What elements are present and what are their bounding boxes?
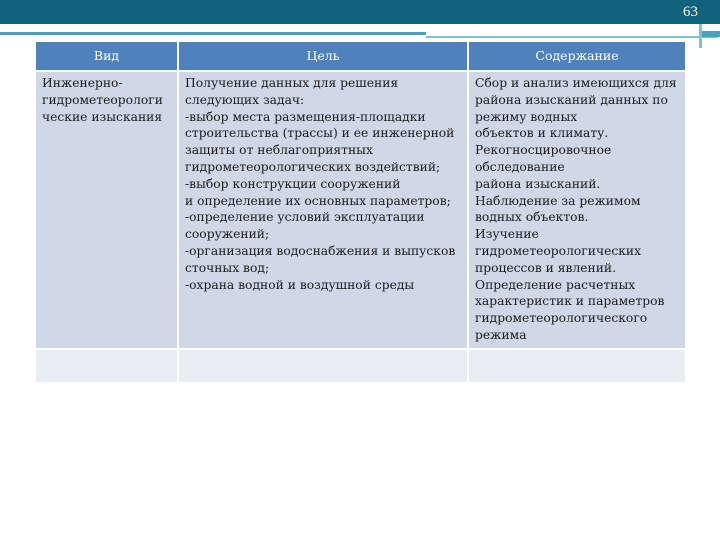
content-line: процессов и явлений. xyxy=(475,260,617,275)
content-line: объектов и климату. xyxy=(475,126,609,141)
goal-line: -охрана водной и воздушной среды xyxy=(185,277,415,292)
goal-line: следующих задач: xyxy=(185,92,305,107)
content-line: района изысканий. xyxy=(475,176,601,191)
header-goal: Цель xyxy=(178,42,468,71)
goal-line: сооружений; xyxy=(185,227,270,242)
content-line: характеристик и параметров xyxy=(475,294,665,309)
goal-line: -выбор места размещения-площадки xyxy=(185,109,426,124)
accent-line xyxy=(0,32,426,35)
content-line: гидрометеорологического xyxy=(475,311,648,326)
goal-line: Получение данных для решения xyxy=(185,76,399,90)
content-line: водных объектов. xyxy=(475,210,589,225)
goal-line: -определение условий эксплуатации xyxy=(185,210,425,225)
vid-line: гидрометеорологи xyxy=(42,92,163,107)
header-vid: Вид xyxy=(36,42,178,71)
vid-line: ческие изыскания xyxy=(42,109,163,124)
content-line: режиму водных xyxy=(475,109,578,124)
content-line: обследование xyxy=(475,159,565,174)
table-row-empty xyxy=(36,349,685,382)
empty-cell xyxy=(468,349,685,382)
goal-line: строительства (трассы) и ее инженерной xyxy=(185,126,455,141)
accent-vertical xyxy=(699,24,702,48)
empty-cell xyxy=(178,349,468,382)
title-bar xyxy=(0,0,720,24)
accent-line-tail xyxy=(699,31,720,37)
goal-line: защиты от неблагоприятных xyxy=(185,143,373,158)
cell-goal xyxy=(178,71,468,349)
content-line: Определение расчетных xyxy=(475,277,636,292)
goal-line: сточных вод; xyxy=(185,260,270,275)
empty-cell xyxy=(36,349,178,382)
content-line: района изысканий данных по xyxy=(475,92,668,107)
header-content: Содержание xyxy=(468,42,685,71)
slide-number: 63 xyxy=(683,4,698,20)
table-header-row xyxy=(36,42,685,71)
accent-line-secondary xyxy=(426,36,718,38)
cell-content xyxy=(468,71,685,349)
content-line: режима xyxy=(475,327,527,342)
content-line: Сбор и анализ имеющихся для xyxy=(475,76,677,90)
goal-line: -организация водоснабжения и выпусков xyxy=(185,243,456,258)
goal-line: и определение их основных параметров; xyxy=(185,193,451,208)
vid-line: Инженерно- xyxy=(42,76,123,90)
content-line: гидрометеорологических xyxy=(475,243,642,258)
goal-line: гидрометеорологических воздействий; xyxy=(185,159,441,174)
content-line: Наблюдение за режимом xyxy=(475,193,641,208)
goal-line: -выбор конструкции сооружений xyxy=(185,176,401,191)
survey-table xyxy=(36,42,685,382)
content-line: Изучение xyxy=(475,227,539,242)
table-row xyxy=(36,71,685,349)
content-line: Рекогносцировочное xyxy=(475,143,612,158)
cell-vid xyxy=(36,71,178,349)
